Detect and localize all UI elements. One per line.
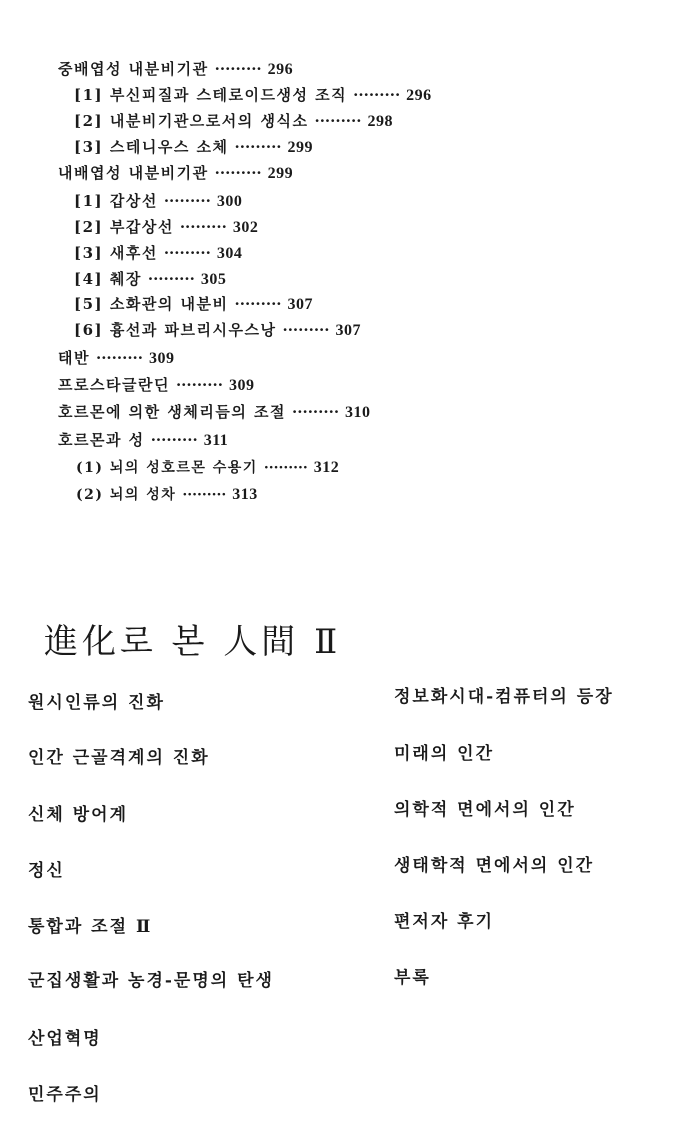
chapter-item: 정신 [28, 861, 65, 881]
toc-entry: [6] 흉선과 파브리시우스낭 ········· 307 [74, 321, 361, 339]
toc-entry: 태반 ········· 309 [58, 349, 175, 367]
toc-entry: [5] 소화관의 내분비 ········· 307 [74, 295, 314, 313]
toc-entry: [3] 새후선 ········· 304 [74, 244, 243, 262]
toc-entry: [3] 스테니우스 소체 ········· 299 [74, 138, 314, 156]
chapter-item: 인간 근골격계의 진화 [28, 748, 210, 768]
toc-entry: 호르몬과 성 ········· 311 [58, 431, 229, 449]
toc-entry: (1) 뇌의 성호르몬 수용기 ········· 312 [76, 459, 340, 476]
toc-entry: [4] 췌장 ········· 305 [74, 270, 227, 288]
chapter-item: 군집생활과 농경-문명의 탄생 [28, 971, 274, 991]
chapter-item: 의학적 면에서의 인간 [394, 800, 576, 820]
chapter-item: 신체 방어계 [28, 805, 129, 825]
toc-entry: [1] 갑상선 ········· 300 [74, 192, 243, 210]
toc-entry: [2] 내분비기관으로서의 생식소 ········· 298 [74, 112, 393, 130]
chapter-item: 통합과 조절 Ⅱ [28, 917, 153, 937]
toc-entry: 호르몬에 의한 생체리듬의 조절 ········· 310 [58, 403, 371, 421]
toc-entry: [1] 부신피질과 스테로이드생성 조직 ········· 296 [74, 86, 432, 104]
chapter-item: 산업혁명 [28, 1029, 102, 1049]
chapter-item: 부록 [394, 968, 431, 988]
toc-entry: 프로스타글란딘 ········· 309 [58, 376, 255, 394]
chapter-item: 민주주의 [28, 1085, 102, 1105]
chapter-item: 생태학적 면에서의 인간 [394, 856, 595, 876]
toc-entry: (2) 뇌의 성차 ········· 313 [76, 486, 258, 503]
chapter-item: 미래의 인간 [394, 744, 495, 764]
volume-title: 進化로 본 人間 Ⅱ [44, 622, 342, 662]
toc-entry: 중배엽성 내분비기관 ········· 296 [58, 60, 294, 78]
chapter-item: 정보화시대-컴퓨터의 등장 [394, 687, 614, 707]
chapter-item: 원시인류의 진화 [28, 693, 165, 713]
chapter-item: 편저자 후기 [394, 912, 495, 932]
toc-entry: [2] 부갑상선 ········· 302 [74, 218, 259, 236]
toc-entry: 내배엽성 내분비기관 ········· 299 [58, 164, 294, 182]
